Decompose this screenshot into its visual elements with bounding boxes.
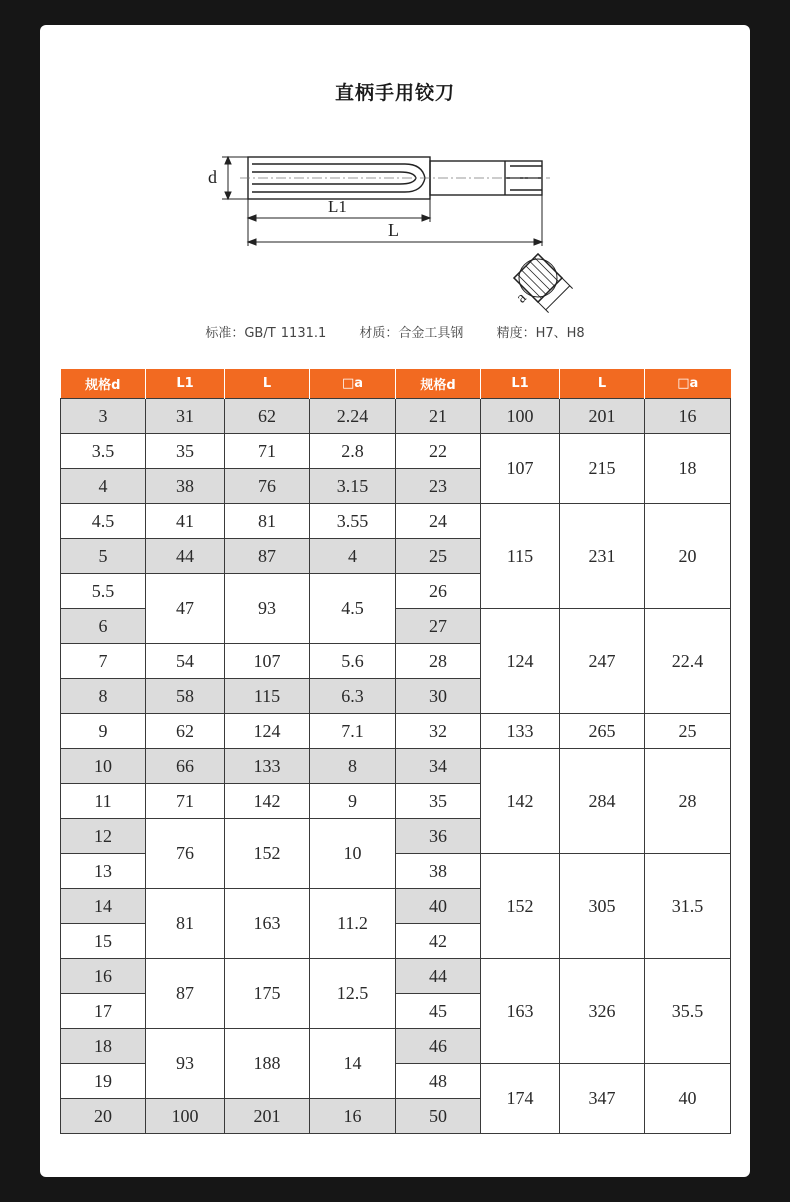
table-cell: 36 bbox=[396, 819, 481, 854]
table-cell: 44 bbox=[146, 539, 225, 574]
table-cell: 87 bbox=[225, 539, 310, 574]
table-cell: 50 bbox=[396, 1099, 481, 1134]
table-cell: 25 bbox=[396, 539, 481, 574]
table-cell: 28 bbox=[645, 749, 731, 854]
table-cell: 32 bbox=[396, 714, 481, 749]
table-cell: 27 bbox=[396, 609, 481, 644]
spec-card bbox=[40, 25, 750, 1177]
table-cell: 13 bbox=[61, 854, 146, 889]
table-cell: 5.5 bbox=[61, 574, 146, 609]
header-square-a: □a bbox=[645, 369, 731, 399]
table-cell: 45 bbox=[396, 994, 481, 1029]
table-cell: 3.5 bbox=[61, 434, 146, 469]
table-cell: 107 bbox=[225, 644, 310, 679]
table-cell: 25 bbox=[645, 714, 731, 749]
table-cell: 35 bbox=[396, 784, 481, 819]
table-cell: 9 bbox=[61, 714, 146, 749]
table-cell: 87 bbox=[146, 959, 225, 1029]
table-cell: 41 bbox=[146, 504, 225, 539]
table-cell: 215 bbox=[560, 434, 645, 504]
table-cell: 11 bbox=[61, 784, 146, 819]
table-cell: 142 bbox=[225, 784, 310, 819]
table-cell: 18 bbox=[645, 434, 731, 504]
table-row bbox=[61, 504, 731, 539]
table-cell: 5.6 bbox=[310, 644, 396, 679]
table-cell: 17 bbox=[61, 994, 146, 1029]
spec-line bbox=[40, 322, 750, 341]
spec-table bbox=[60, 369, 731, 1134]
table-cell: 247 bbox=[560, 609, 645, 714]
table-cell: 142 bbox=[481, 749, 560, 854]
table-cell: 76 bbox=[225, 469, 310, 504]
table-cell: 18 bbox=[61, 1029, 146, 1064]
table-cell: 40 bbox=[396, 889, 481, 924]
table-cell: 20 bbox=[645, 504, 731, 609]
table-cell: 44 bbox=[396, 959, 481, 994]
table-cell: 6.3 bbox=[310, 679, 396, 714]
table-cell: 16 bbox=[61, 959, 146, 994]
table-cell: 163 bbox=[481, 959, 560, 1064]
table-cell: 38 bbox=[146, 469, 225, 504]
table-cell: 34 bbox=[396, 749, 481, 784]
table-cell: 4.5 bbox=[61, 504, 146, 539]
table-cell: 5 bbox=[61, 539, 146, 574]
table-cell: 12 bbox=[61, 819, 146, 854]
table-cell: 9 bbox=[310, 784, 396, 819]
table-cell: 93 bbox=[146, 1029, 225, 1099]
table-cell: 15 bbox=[61, 924, 146, 959]
table-cell: 115 bbox=[481, 504, 560, 609]
table-cell: 10 bbox=[310, 819, 396, 889]
table-cell: 2.24 bbox=[310, 399, 396, 434]
table-cell: 284 bbox=[560, 749, 645, 854]
table-cell: 31.5 bbox=[645, 854, 731, 959]
header-square-a: □a bbox=[310, 369, 396, 399]
standard-text: 标准：GB/T 1131.1 bbox=[205, 326, 327, 341]
table-row bbox=[61, 434, 731, 469]
table-cell: 133 bbox=[225, 749, 310, 784]
table-cell: 62 bbox=[146, 714, 225, 749]
table-cell: 152 bbox=[481, 854, 560, 959]
table-cell: 14 bbox=[61, 889, 146, 924]
table-cell: 4.5 bbox=[310, 574, 396, 644]
header-size-d: 规格d bbox=[396, 369, 481, 399]
table-cell: 152 bbox=[225, 819, 310, 889]
table-cell: 124 bbox=[481, 609, 560, 714]
table-cell: 40 bbox=[645, 1064, 731, 1134]
header-size-d: 规格d bbox=[61, 369, 146, 399]
table-cell: 28 bbox=[396, 644, 481, 679]
table-cell: 20 bbox=[61, 1099, 146, 1134]
table-cell: 4 bbox=[310, 539, 396, 574]
table-cell: 4 bbox=[61, 469, 146, 504]
table-cell: 23 bbox=[396, 469, 481, 504]
table-cell: 42 bbox=[396, 924, 481, 959]
table-cell: 76 bbox=[146, 819, 225, 889]
drawing-label-d: d bbox=[208, 167, 217, 187]
table-cell: 100 bbox=[481, 399, 560, 434]
table-cell: 124 bbox=[225, 714, 310, 749]
table-cell: 231 bbox=[560, 504, 645, 609]
header-l1: L1 bbox=[481, 369, 560, 399]
table-cell: 71 bbox=[225, 434, 310, 469]
table-cell: 66 bbox=[146, 749, 225, 784]
table-cell: 35 bbox=[146, 434, 225, 469]
table-cell: 11.2 bbox=[310, 889, 396, 959]
table-cell: 347 bbox=[560, 1064, 645, 1134]
table-cell: 7.1 bbox=[310, 714, 396, 749]
table-cell: 26 bbox=[396, 574, 481, 609]
table-cell: 48 bbox=[396, 1064, 481, 1099]
table-cell: 115 bbox=[225, 679, 310, 714]
table-cell: 54 bbox=[146, 644, 225, 679]
table-cell: 22 bbox=[396, 434, 481, 469]
drawing-label-l1: L1 bbox=[328, 197, 347, 216]
table-row bbox=[61, 399, 731, 434]
table-cell: 58 bbox=[146, 679, 225, 714]
header-l: L bbox=[560, 369, 645, 399]
table-cell: 10 bbox=[61, 749, 146, 784]
table-cell: 188 bbox=[225, 1029, 310, 1099]
table-cell: 19 bbox=[61, 1064, 146, 1099]
table-cell: 22.4 bbox=[645, 609, 731, 714]
drawing-label-a: a bbox=[512, 289, 530, 307]
table-cell: 3 bbox=[61, 399, 146, 434]
table-row bbox=[61, 749, 731, 784]
table-cell: 14 bbox=[310, 1029, 396, 1099]
table-cell: 6 bbox=[61, 609, 146, 644]
table-cell: 107 bbox=[481, 434, 560, 504]
table-cell: 133 bbox=[481, 714, 560, 749]
table-cell: 81 bbox=[146, 889, 225, 959]
table-cell: 16 bbox=[645, 399, 731, 434]
table-cell: 201 bbox=[225, 1099, 310, 1134]
table-cell: 47 bbox=[146, 574, 225, 644]
table-cell: 62 bbox=[225, 399, 310, 434]
page-title: 直柄手用铰刀 bbox=[334, 82, 455, 104]
drawing-label-l: L bbox=[388, 220, 399, 240]
table-cell: 16 bbox=[310, 1099, 396, 1134]
reamer-drawing bbox=[200, 120, 600, 320]
table-cell: 201 bbox=[560, 399, 645, 434]
table-cell: 35.5 bbox=[645, 959, 731, 1064]
table-cell: 7 bbox=[61, 644, 146, 679]
table-cell: 174 bbox=[481, 1064, 560, 1134]
table-cell: 326 bbox=[560, 959, 645, 1064]
table-cell: 8 bbox=[310, 749, 396, 784]
square-end-view bbox=[511, 251, 574, 314]
table-cell: 3.15 bbox=[310, 469, 396, 504]
table-cell: 175 bbox=[225, 959, 310, 1029]
table-cell: 93 bbox=[225, 574, 310, 644]
table-cell: 24 bbox=[396, 504, 481, 539]
table-cell: 46 bbox=[396, 1029, 481, 1064]
table-cell: 8 bbox=[61, 679, 146, 714]
header-l: L bbox=[225, 369, 310, 399]
table-cell: 265 bbox=[560, 714, 645, 749]
table-cell: 100 bbox=[146, 1099, 225, 1134]
header-l1: L1 bbox=[146, 369, 225, 399]
table-cell: 38 bbox=[396, 854, 481, 889]
table-cell: 31 bbox=[146, 399, 225, 434]
table-cell: 30 bbox=[396, 679, 481, 714]
table-cell: 2.8 bbox=[310, 434, 396, 469]
table-cell: 12.5 bbox=[310, 959, 396, 1029]
table-cell: 21 bbox=[396, 399, 481, 434]
material-text: 材质：合金工具钢 bbox=[359, 326, 464, 341]
table-row bbox=[61, 714, 731, 749]
table-cell: 305 bbox=[560, 854, 645, 959]
table-cell: 163 bbox=[225, 889, 310, 959]
table-cell: 3.55 bbox=[310, 504, 396, 539]
table-row bbox=[61, 959, 731, 994]
precision-text: 精度：H7、H8 bbox=[496, 326, 585, 341]
table-cell: 81 bbox=[225, 504, 310, 539]
table-header-row bbox=[61, 369, 731, 399]
table-cell: 71 bbox=[146, 784, 225, 819]
